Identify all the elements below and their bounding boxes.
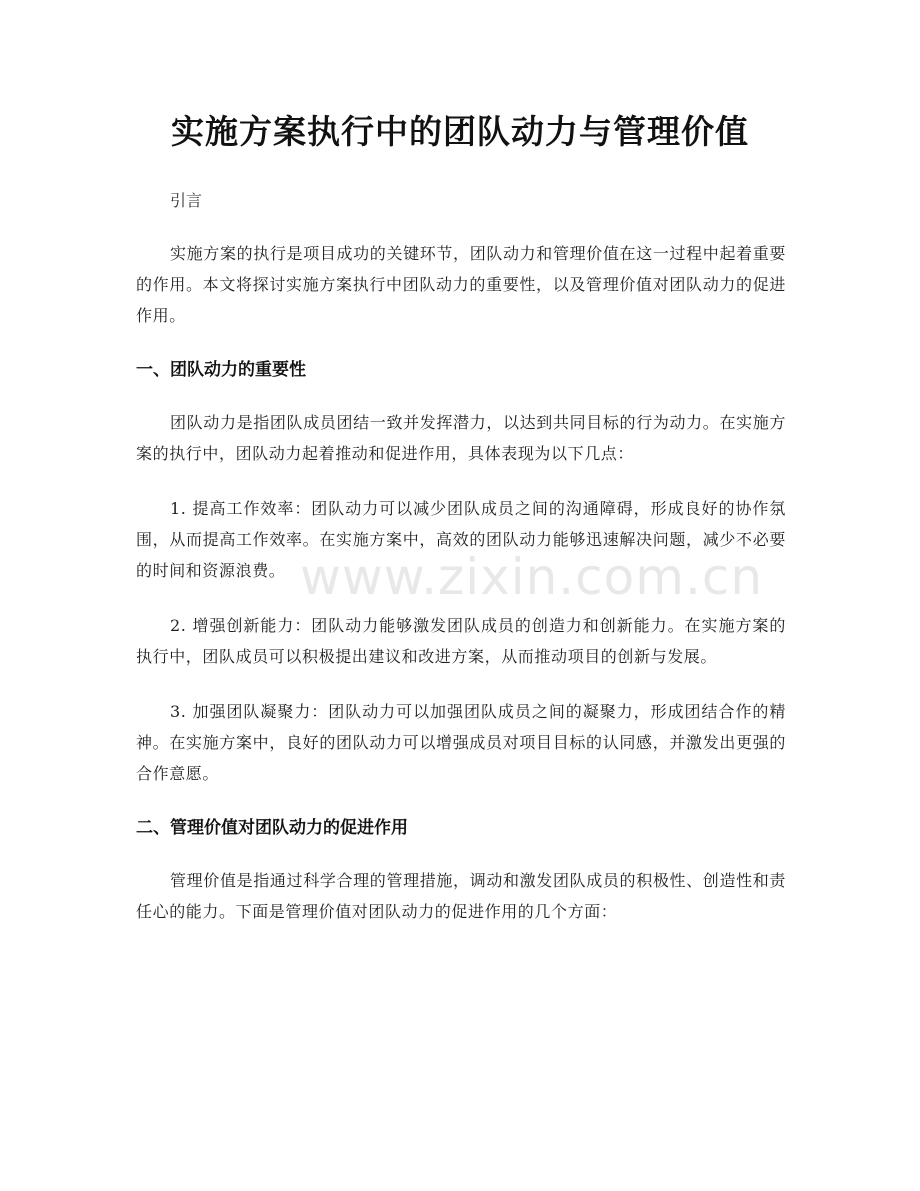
section-2-paragraph: 管理价值是指通过科学合理的管理措施，调动和激发团队成员的积极性、创造性和责任心的能力。下面是管理价值对团队动力的促进作用的几个方面： [136, 871, 786, 921]
section-1-paragraph: 团队动力是指团队成员团结一致并发挥潜力，以达到共同目标的行为动力。在实施方案的执行中，团队动力起着推动和促进作用，具体表现为以下几点： [136, 413, 786, 463]
section-heading-2: 二、管理价值对团队动力的促进作用 [136, 818, 408, 838]
section-1-point-2: 2. 增强创新能力：团队动力能够激发团队成员的创造力和创新能力。在实施方案的执行中，团队成员可以积极提出建议和改进方案，从而推动项目的创新与发展。 [136, 616, 786, 666]
document-title: 实施方案执行中的团队动力与管理价值 [171, 112, 749, 151]
document-body [136, 186, 786, 951]
section-1-point-1: 1. 提高工作效率：团队动力可以减少团队成员之间的沟通障碍，形成良好的协作氛围，从而提高工作效率。在实施方案中，高效的团队动力能够迅速解决问题，减少不必要的时间和资源浪费。 [136, 499, 786, 580]
intro-paragraph: 实施方案的执行是项目成功的关键环节，团队动力和管理价值在这一过程中起着重要的作用。本文将探讨实施方案执行中团队动力的重要性，以及管理价值对团队动力的促进作用。 [136, 244, 786, 325]
intro-label: 引言 [170, 191, 203, 210]
section-1-point-3: 3. 加强团队凝聚力：团队动力可以加强团队成员之间的凝聚力，形成团结合作的精神。在实施方案中，良好的团队动力可以增强成员对项目目标的认同感，并激发出更强的合作意愿。 [136, 702, 786, 783]
watermark: www.zixin.com.cn [300, 548, 764, 606]
section-heading-1: 一、团队动力的重要性 [136, 360, 306, 380]
